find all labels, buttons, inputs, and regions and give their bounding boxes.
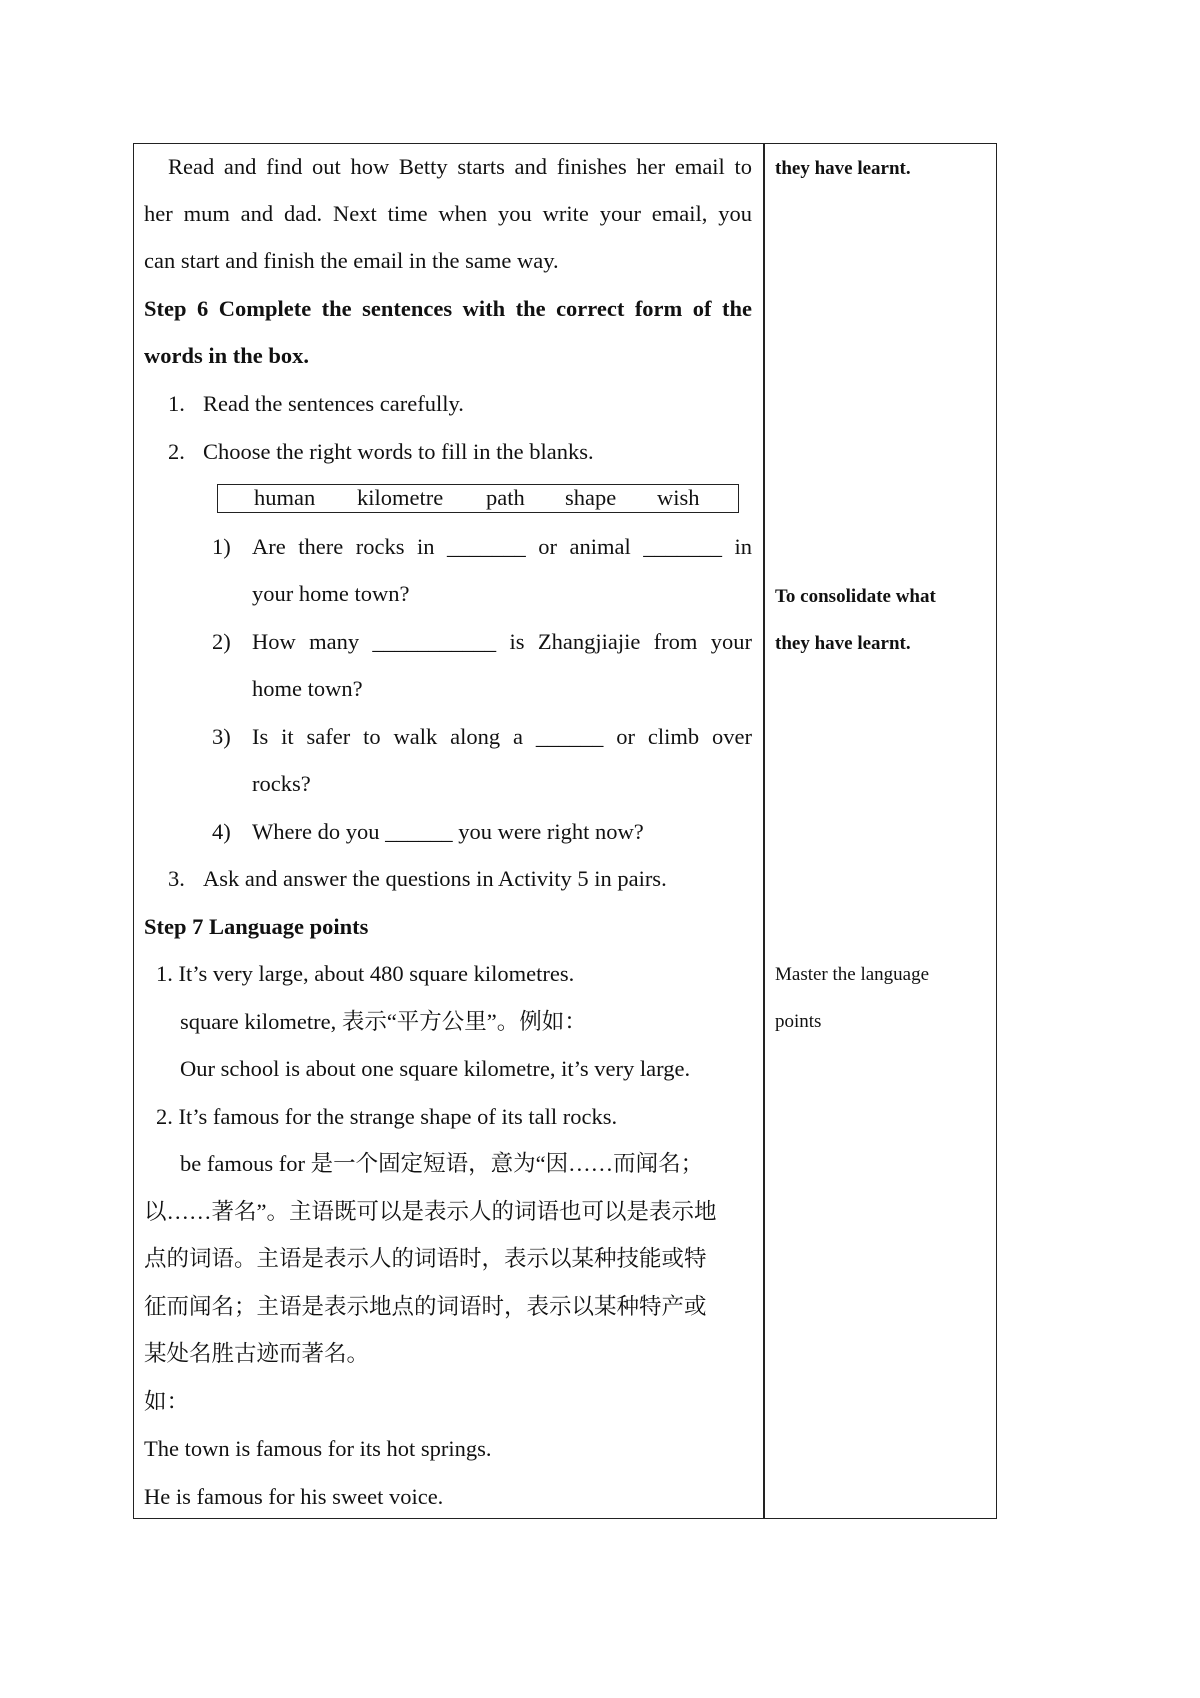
question-3-line-1: Is it safer to walk along a ______ or climb over [252, 724, 752, 749]
question-3-line-2: rocks? [252, 771, 311, 796]
question-2-line-1: How many ___________ is Zhangjiajie from your [252, 629, 752, 654]
language-point-2-note-line-4: 征而闻名；主语是表示地点的词语时，表示以某种特产或 [144, 1294, 707, 1319]
step6-item-2-text: Choose the right words to fill in the blanks. [203, 439, 594, 464]
word-kilometre: kilometre [357, 485, 444, 510]
language-point-2-example-1: The town is famous for its hot springs. [144, 1436, 492, 1461]
purpose-note-3-line-2: points [775, 1011, 822, 1032]
question-4-number: 4) [212, 819, 231, 844]
question-2-number: 2) [212, 629, 231, 654]
question-2-line-2: home town? [252, 676, 363, 701]
step6-item-3-text: Ask and answer the questions in Activity 5 in pairs. [203, 866, 667, 891]
language-point-2-note-line-2: 以……著名”。主语既可以是表示人的词语也可以是表示地 [144, 1199, 717, 1224]
question-4-line-1: Where do you ______ you were right now? [252, 819, 644, 844]
language-point-1-example: Our school is about one square kilometre, it’s very large. [180, 1056, 691, 1081]
step7-title: Step 7 Language points [144, 914, 369, 939]
step6-item-2-number: 2. [168, 439, 185, 464]
question-1-number: 1) [212, 534, 231, 559]
intro-line-3: can start and finish the email in the same way. [144, 248, 559, 273]
purpose-note-2-line-1: To consolidate what [775, 586, 936, 607]
language-point-1-note: square kilometre, 表示“平方公里”。例如： [180, 1009, 587, 1034]
intro-line-2: her mum and dad. Next time when you write your email, you [144, 201, 752, 226]
step6-item-1-number: 1. [168, 391, 185, 416]
intro-line-1: Read and find out how Betty starts and finishes her email to [168, 154, 752, 179]
purpose-note-1: they have learnt. [775, 158, 911, 179]
language-point-1-title: 1. It’s very large, about 480 square kilometres. [156, 961, 575, 986]
language-point-2-example-2: He is famous for his sweet voice. [144, 1484, 444, 1509]
lesson-table [133, 143, 997, 1519]
step6-title-line-2: words in the box. [144, 343, 310, 368]
question-1-line-1: Are there rocks in _______ or animal _______ in [252, 534, 752, 559]
word-wish: wish [657, 485, 700, 510]
word-box [217, 484, 739, 513]
language-point-2-note-line-1: be famous for 是一个固定短语，意为“因……而闻名； [180, 1151, 704, 1176]
purpose-note-3-line-1: Master the language [775, 964, 930, 985]
word-human: human [254, 485, 316, 510]
word-path: path [486, 485, 525, 510]
step6-title-line-1: Step 6 Complete the sentences with the correct form of the [144, 296, 752, 321]
example-label: 如： [144, 1389, 190, 1414]
question-3-number: 3) [212, 724, 231, 749]
step6-item-1-text: Read the sentences carefully. [203, 391, 464, 416]
language-point-2-note-line-5: 某处名胜古迹而著名。 [144, 1341, 370, 1366]
language-point-2-title: 2. It’s famous for the strange shape of its tall rocks. [156, 1104, 618, 1129]
word-shape: shape [565, 485, 617, 510]
purpose-note-2-line-2: they have learnt. [775, 633, 911, 654]
step6-item-3-number: 3. [168, 866, 185, 891]
question-1-line-2: your home town? [252, 581, 410, 606]
language-point-2-note-line-3: 点的词语。主语是表示人的词语时，表示以某种技能或特 [144, 1246, 707, 1271]
column-divider [763, 144, 765, 1518]
